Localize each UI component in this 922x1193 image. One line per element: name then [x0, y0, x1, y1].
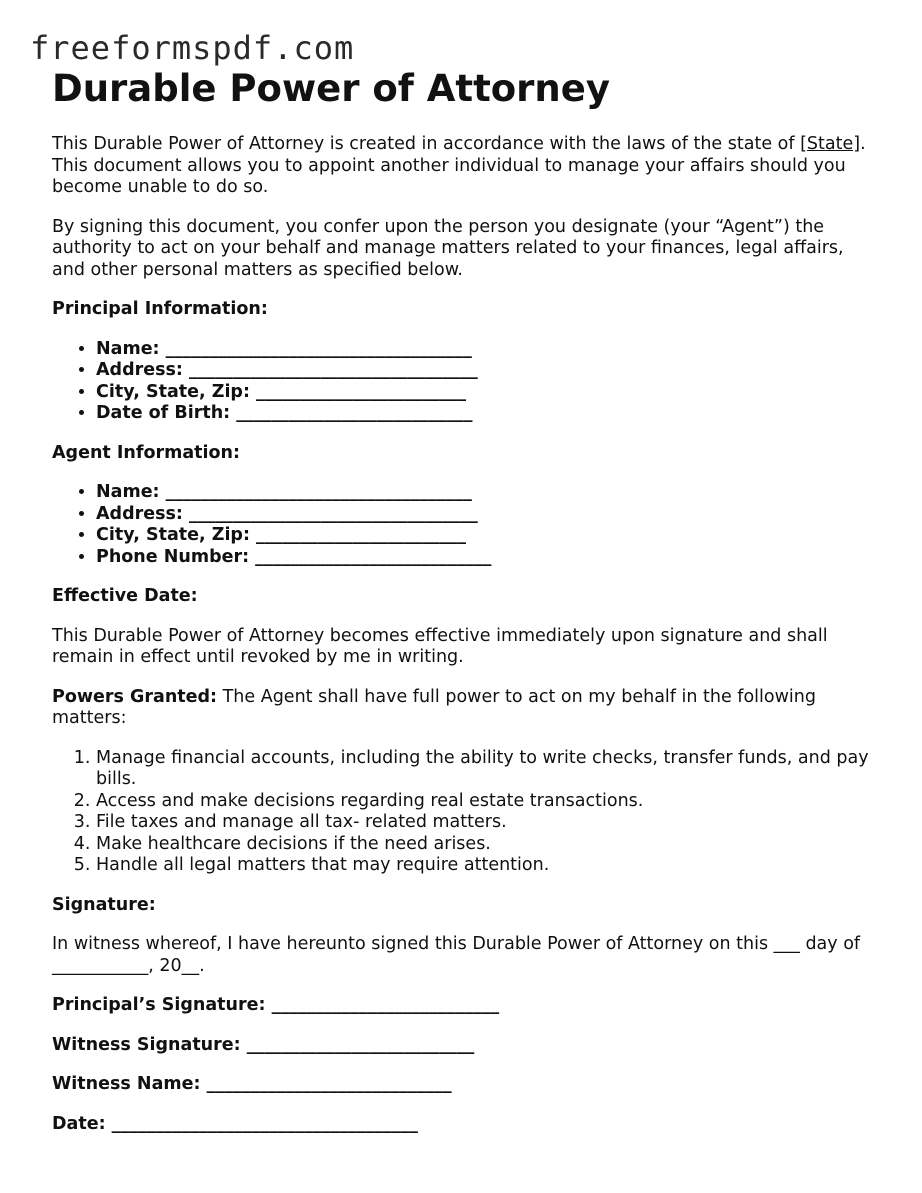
agent-address-field[interactable]: • Address: _________________________________ [96, 504, 882, 526]
powers-paragraph [52, 687, 882, 730]
signature-heading: Signature: [52, 894, 156, 915]
intro-paragraph-2: By signing this document, you confer upon the person you designate (your “Agent”) the authority to act on your behalf and manage matters related to your finances, legal affairs, and other personal matters as specified below. [52, 216, 844, 280]
watermark: freeformspdf.com [30, 29, 355, 67]
witness-name-field[interactable]: Witness Name: ____________________________ [52, 1074, 452, 1094]
effective-date-text: This Durable Power of Attorney becomes effective immediately upon signature and shall remain in effect until revoked by me in writing. [52, 625, 828, 667]
power-item: 4. Make healthcare decisions if the need arises. [96, 834, 882, 856]
principal-signature-field[interactable]: Principal’s Signature: __________________________ [52, 995, 500, 1015]
principal-list [52, 339, 882, 425]
powers-list [52, 748, 882, 877]
document-title: Durable Power of Attorney [52, 67, 610, 110]
power-item: 2. Access and make decisions regarding real estate transactions. [96, 791, 882, 813]
agent-city-state-zip-field[interactable]: • City, State, Zip: ________________________ [96, 525, 882, 547]
principal-heading: Principal Information: [52, 299, 268, 319]
power-item: 3. File taxes and manage all tax- related matters. [96, 812, 882, 834]
agent-phone-field[interactable]: • Phone Number: ___________________________ [96, 547, 882, 569]
intro-text-before: This Durable Power of Attorney is created in accordance with the laws of the state of [52, 134, 801, 154]
power-item: 1. Manage financial accounts, including the ability to write checks, transfer funds, and pay bills. [96, 748, 882, 791]
state-placeholder: [State] [800, 134, 861, 154]
effective-date-heading: Effective Date: [52, 586, 198, 606]
intro-paragraph-1 [52, 134, 882, 199]
principal-name-field[interactable]: • Name: ___________________________________ [96, 339, 882, 361]
principal-city-state-zip-field[interactable]: • City, State, Zip: ________________________ [96, 382, 882, 404]
power-item: 5. Handle all legal matters that may require attention. [96, 855, 882, 877]
principal-address-field[interactable]: • Address: _________________________________ [96, 360, 882, 382]
date-field[interactable]: Date: ___________________________________ [52, 1113, 418, 1134]
agent-list [52, 482, 882, 568]
agent-heading: Agent Information: [52, 442, 240, 463]
principal-dob-field[interactable]: • Date of Birth: ___________________________ [96, 403, 882, 425]
signature-text: In witness whereof, I have hereunto signed this Durable Power of Attorney on this ___ day of ___________, 20__. [52, 934, 861, 976]
document-page [52, 66, 882, 1153]
witness-signature-field[interactable]: Witness Signature: __________________________ [52, 1034, 475, 1055]
agent-name-field[interactable]: • Name: ___________________________________ [96, 482, 882, 504]
powers-text: The Agent shall have full power to act on my behalf in the following matters: [52, 686, 816, 728]
powers-heading: Powers Granted: [52, 686, 218, 707]
intro-text-after: . This document allows you to appoint another individual to manage your affairs should you become unable to do so. [52, 134, 866, 197]
